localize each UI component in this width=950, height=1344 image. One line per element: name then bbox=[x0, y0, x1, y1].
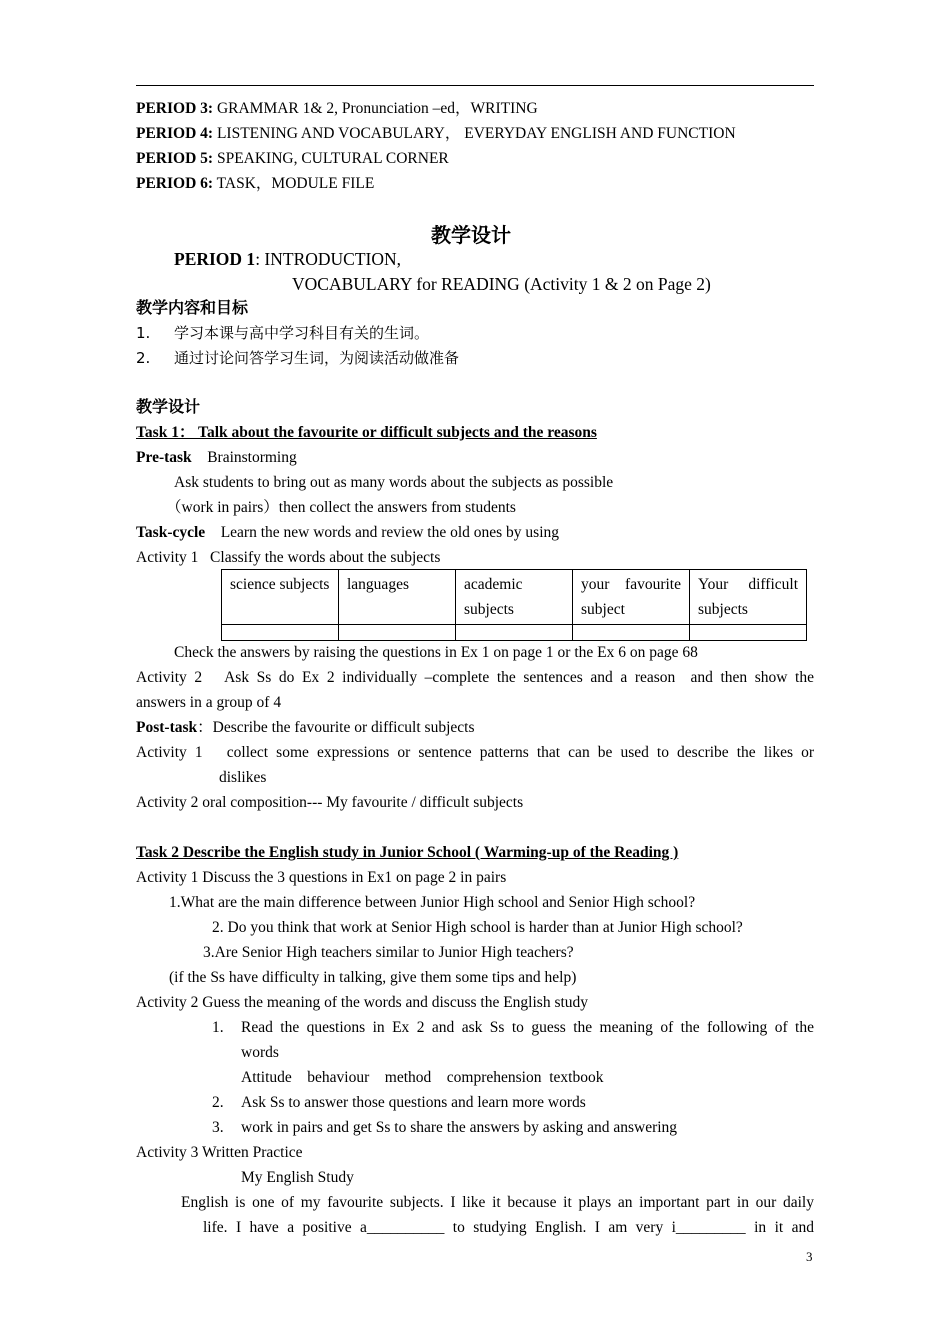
period-1-heading: PERIOD 1: INTRODUCTION, bbox=[174, 249, 402, 269]
task-1-heading: Task 1： Talk about the favourite or difficult subjects and the reasons bbox=[136, 424, 597, 441]
pre-task-instruction: Ask students to bring out as many words about the subjects as possible bbox=[174, 474, 614, 491]
period-4-line: PERIOD 4: LISTENING AND VOCABULARY， EVERYDAY ENGLISH AND FUNCTION bbox=[136, 125, 736, 142]
design-heading: 教学设计 bbox=[136, 397, 201, 416]
essay-line: English is one of my favourite subjects. I like it because it plays an important part in our daily bbox=[181, 1194, 814, 1211]
table-cell bbox=[222, 625, 339, 641]
check-answers-line: Check the answers by raising the questions in Ex 1 on page 1 or the Ex 6 on page 68 bbox=[174, 644, 698, 661]
tip-line: (if the Ss have difficulty in talking, give them some tips and help) bbox=[169, 969, 577, 986]
table-cell bbox=[456, 625, 573, 641]
essay-line: life. I have a positive a__________ to studying English. I am very i_________ in it and bbox=[203, 1219, 814, 1236]
period-6-line: PERIOD 6: TASK，MODULE FILE bbox=[136, 175, 375, 192]
step-number: 2. bbox=[212, 1094, 224, 1111]
page-number: 3 bbox=[806, 1249, 813, 1264]
post-activity-1-line: Activity 1 collect some expressions or sentence patterns that can be used to describe the likes or bbox=[136, 744, 814, 761]
table-header-cell: languages bbox=[339, 570, 456, 625]
step-text: Ask Ss to answer those questions and learn more words bbox=[241, 1094, 586, 1111]
post-activity-2-line: Activity 2 oral composition--- My favourite / difficult subjects bbox=[136, 794, 524, 811]
period-1-subheading: VOCABULARY for READING (Activity 1 & 2 on Page 2) bbox=[292, 274, 711, 294]
activity-2-line: Activity 2 Ask Ss do Ex 2 individually –complete the sentences and a reason and then show the bbox=[136, 669, 814, 686]
table-header-row bbox=[222, 570, 807, 625]
task-2-activity-2: Activity 2 Guess the meaning of the words and discuss the English study bbox=[136, 994, 589, 1011]
question-item: 2. Do you think that work at Senior High school is harder than at Junior High school? bbox=[212, 919, 743, 936]
activity-1-line: Activity 1 Classify the words about the subjects bbox=[136, 549, 441, 566]
subjects-table bbox=[221, 569, 807, 641]
objective-item: 2. 通过讨论问答学习生词，为阅读活动做准备 bbox=[136, 349, 460, 367]
objective-item: 1. 学习本课与高中学习科目有关的生词。 bbox=[136, 324, 430, 342]
design-title: 教学设计 bbox=[431, 223, 511, 247]
question-item: 1.What are the main difference between Junior High school and Senior High school? bbox=[169, 894, 696, 911]
step-text: Read the questions in Ex 2 and ask Ss to guess the meaning of the following of the bbox=[241, 1019, 814, 1036]
activity-2-line-cont: answers in a group of 4 bbox=[136, 694, 282, 711]
post-task-line: Post-task：Describe the favourite or difficult subjects bbox=[136, 719, 475, 736]
period-3-line: PERIOD 3: GRAMMAR 1& 2, Pronunciation –ed，WRITING bbox=[136, 100, 538, 117]
step-text: work in pairs and get Ss to share the answers by asking and answering bbox=[241, 1119, 678, 1136]
step-number: 1. bbox=[212, 1019, 224, 1036]
pre-task-instruction: （work in pairs）then collect the answers from students bbox=[166, 499, 516, 516]
word-list: Attitude behaviour method comprehension textbook bbox=[241, 1069, 604, 1086]
question-item: 3.Are Senior High teachers similar to Junior High teachers? bbox=[203, 944, 574, 961]
table-cell bbox=[690, 625, 807, 641]
task-2-heading: Task 2 Describe the English study in Junior School ( Warming-up of the Reading ) bbox=[136, 844, 679, 861]
objectives-heading: 教学内容和目标 bbox=[136, 298, 249, 317]
step-text-cont: words bbox=[241, 1044, 279, 1061]
post-activity-1-line-cont: dislikes bbox=[219, 769, 267, 786]
essay-title: My English Study bbox=[241, 1169, 354, 1186]
header-rule bbox=[136, 85, 814, 86]
table-cell bbox=[573, 625, 690, 641]
table-header-cell: science subjects bbox=[222, 570, 339, 625]
step-number: 3. bbox=[212, 1119, 224, 1136]
task-2-activity-3: Activity 3 Written Practice bbox=[136, 1144, 303, 1161]
table-header-cell: academic subjects bbox=[456, 570, 573, 625]
table-cell bbox=[339, 625, 456, 641]
table-header-cell: your favourite subject bbox=[573, 570, 690, 625]
table-empty-row bbox=[222, 625, 807, 641]
pre-task-line: Pre-task Brainstorming bbox=[136, 449, 297, 466]
period-5-line: PERIOD 5: SPEAKING, CULTURAL CORNER bbox=[136, 150, 449, 167]
task-cycle-line: Task-cycle Learn the new words and review the old ones by using bbox=[136, 524, 560, 541]
task-2-activity-1: Activity 1 Discuss the 3 questions in Ex1 on page 2 in pairs bbox=[136, 869, 507, 886]
table-header-cell: Your difficult subjects bbox=[690, 570, 807, 625]
